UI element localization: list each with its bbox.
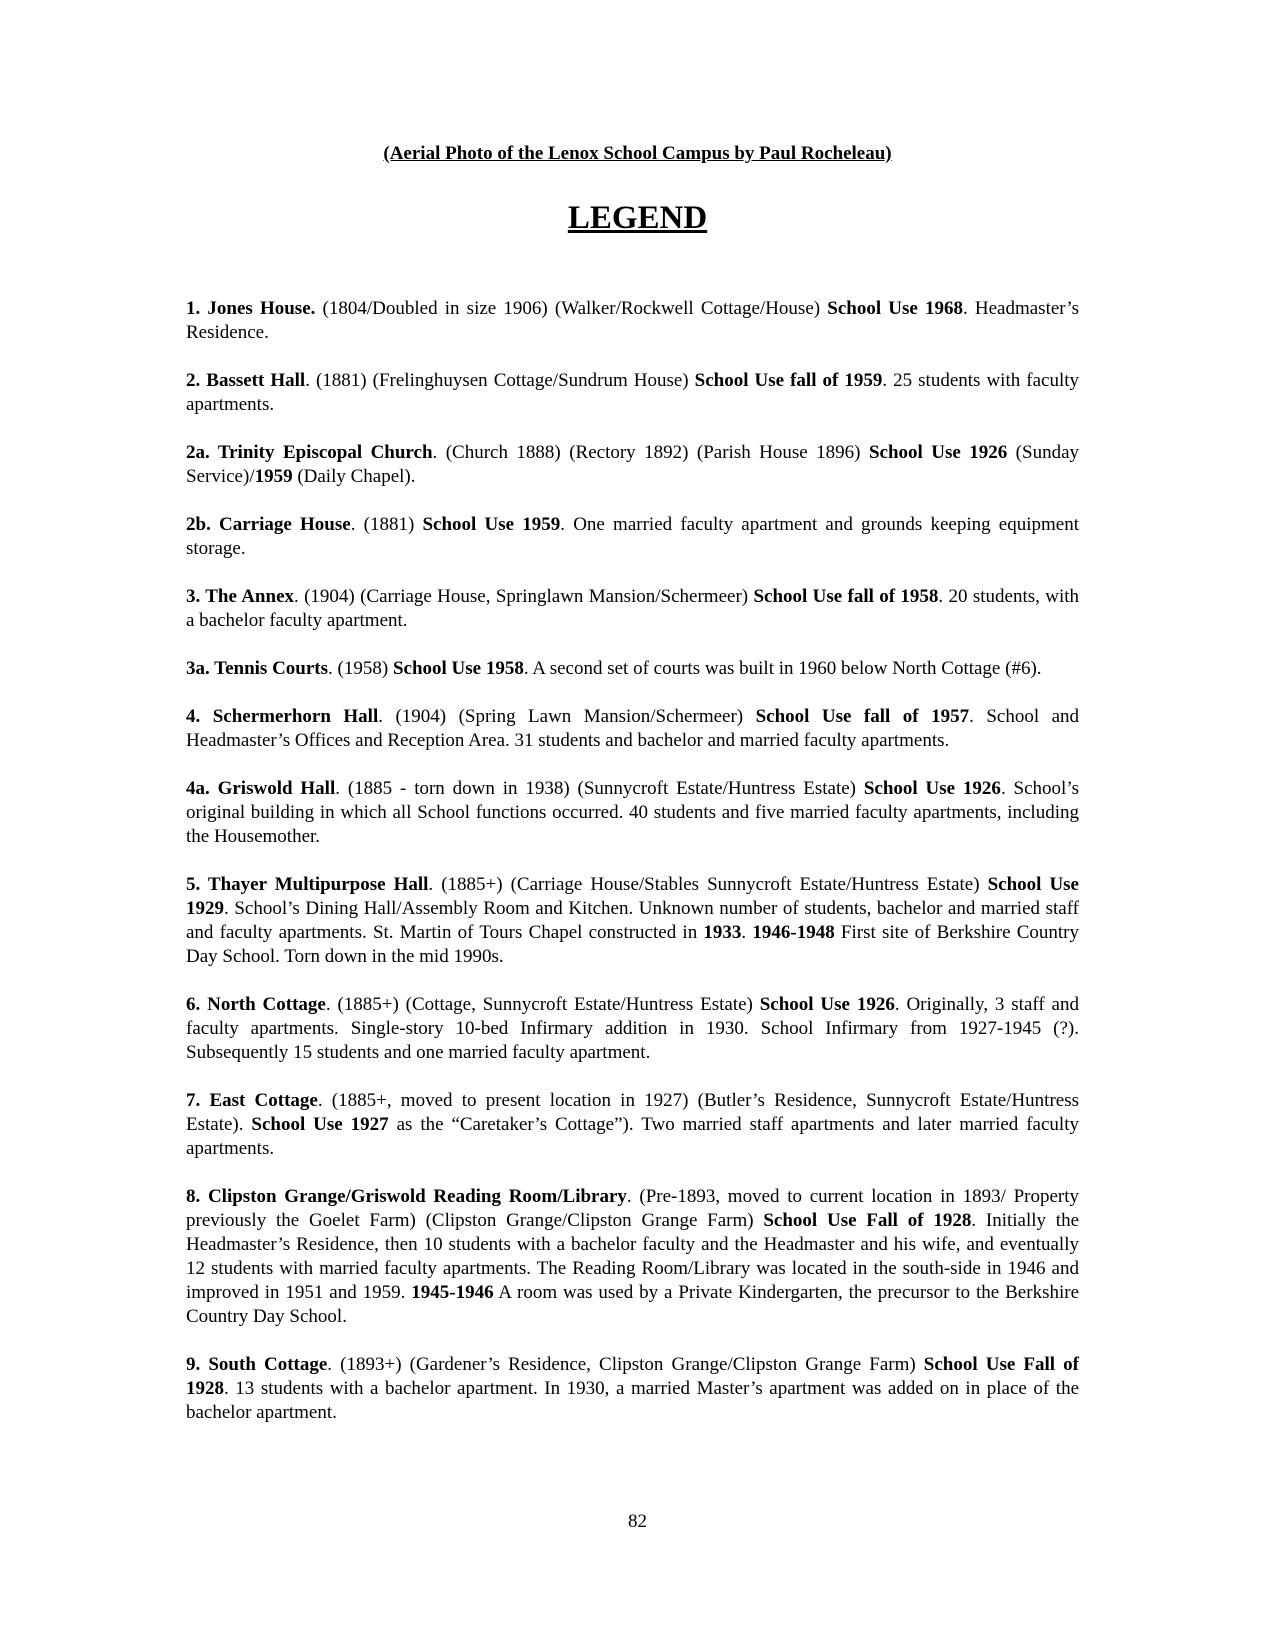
legend-entry <box>186 369 1079 417</box>
legend-entry-bold-text: School Use 1927 <box>251 1114 389 1135</box>
legend-entry <box>186 657 1079 681</box>
legend-entry <box>186 585 1079 633</box>
legend-entry-text: (1804/Doubled in size 1906) (Walker/Rockwell Cottage/House) <box>315 298 828 319</box>
legend-list <box>186 297 1079 1449</box>
legend-entry-text: . (1885+) (Cottage, Sunnycroft Estate/Huntress Estate) <box>325 994 760 1015</box>
legend-entry-text: A room was used by a Private Kindergarten, the precursor to the Berkshire Country Day School. <box>186 1282 1079 1327</box>
legend-entry-bold-text: School Use 1926 <box>868 442 1008 463</box>
legend-entry-text: . (Church 1888) (Rectory 1892) (Parish House 1896) <box>432 442 869 463</box>
legend-entry-text: (Daily Chapel). <box>292 466 416 487</box>
legend-entry-text: . School’s original building in which all School functions occurred. 40 students and five married faculty apartments, including the Housemother. <box>186 778 1079 847</box>
legend-entry <box>186 1185 1079 1329</box>
legend-entry-bold-text: School Use 1959 <box>422 514 561 535</box>
legend-entry-bold-text: 4. Schermerhorn Hall <box>186 706 379 727</box>
legend-entry-bold-text: 2. Bassett Hall <box>186 370 306 391</box>
legend-entry-bold-text: 1. Jones House. <box>186 298 316 319</box>
legend-entry-text: . A second set of courts was built in 1960 below North Cottage (#6). <box>523 658 1042 679</box>
legend-entry <box>186 777 1079 849</box>
legend-entry-text: . (1885 - torn down in 1938) (Sunnycroft Estate/Huntress Estate) <box>335 778 864 799</box>
legend-entry-text: . (1904) (Carriage House, Springlawn Mansion/Schermeer) <box>294 586 754 607</box>
legend-entry-text: . Headmaster’s Residence. <box>186 298 1079 343</box>
legend-entry-text: . 25 students with faculty apartments. <box>186 370 1080 415</box>
legend-entry-bold-text: 6. North Cottage <box>186 994 326 1015</box>
legend-entry-bold-text: 3a. Tennis Courts <box>186 658 329 679</box>
legend-entry-text: . Initially the Headmaster’s Residence, then 10 students with a bachelor faculty and the Headmaster and his wife, and eventually 12 students with married faculty apartments. The Reading Room/Library was located in the south-side in 1946 and improved in 1951 and 1959. <box>186 1210 1080 1303</box>
legend-entry-bold-text: 1933 <box>703 922 742 943</box>
legend-entry-text: First site of Berkshire Country Day School. Torn down in the mid 1990s. <box>186 922 1080 967</box>
legend-entry-bold-text: 5. Thayer Multipurpose Hall <box>186 874 429 895</box>
legend-entry-text: . (1893+) (Gardener’s Residence, Clipston Grange/Clipston Grange Farm) <box>327 1354 924 1375</box>
legend-entry-bold-text: School Use 1926 <box>759 994 895 1015</box>
legend-entry-text: . One married faculty apartment and grounds keeping equipment storage. <box>186 514 1079 559</box>
legend-entry-text: . (1904) (Spring Lawn Mansion/Schermeer) <box>378 706 756 727</box>
legend-entry-bold-text: School Use fall of 1959 <box>694 370 883 391</box>
legend-entry-bold-text: 9. South Cottage <box>186 1354 328 1375</box>
legend-entry-bold-text: School Use Fall of 1928 <box>186 1354 1079 1399</box>
legend-entry-text: (Sunday Service)/ <box>186 442 1080 487</box>
legend-entry-bold-text: 2a. Trinity Episcopal Church <box>186 442 433 463</box>
legend-entry-bold-text: 4a. Griswold Hall <box>186 778 336 799</box>
legend-entry-bold-text: School Use fall of 1957 <box>755 706 970 727</box>
legend-entry-bold-text: 7. East Cottage <box>186 1090 318 1111</box>
legend-entry-bold-text: 2b. Carriage House <box>186 514 351 535</box>
page-number: 82 <box>628 1511 647 1532</box>
legend-entry <box>186 873 1079 969</box>
legend-entry-text: . Originally, 3 staff and faculty apartments. Single-story 10-bed Infirmary addition in 1930. School Infirmary from 1927-1945 (?). Subsequently 15 students and one married faculty apartment. <box>186 994 1079 1063</box>
legend-entry-text: . School’s Dining Hall/Assembly Room and Kitchen. Unknown number of students, bachelor and married staff and faculty apartments. St. Martin of Tours Chapel constructed in <box>186 898 1079 943</box>
legend-entry-text: . (1885+, moved to present location in 1927) (Butler’s Residence, Sunnycroft Estate/Huntress Estate). <box>186 1090 1079 1135</box>
legend-entry-text: . (1885+) (Carriage House/Stables Sunnycroft Estate/Huntress Estate) <box>428 874 988 895</box>
legend-entry-text: . (Pre-1893, moved to current location in 1893/ Property previously the Goelet Farm) (Clipston Grange/Clipston Grange Farm) <box>186 1186 1080 1231</box>
legend-entry <box>186 705 1079 753</box>
legend-entry-bold-text: School Use 1968 <box>827 298 963 319</box>
legend-entry-bold-text: School Use 1926 <box>863 778 1001 799</box>
legend-entry-bold-text: 1945-1946 <box>411 1282 494 1303</box>
legend-entry-bold-text: 8. Clipston Grange/Griswold Reading Room/Library <box>186 1186 627 1207</box>
legend-entry-bold-text: School Use 1929 <box>186 874 1079 919</box>
legend-entry <box>186 993 1079 1065</box>
legend-entry-text: . 20 students, with a bachelor faculty apartment. <box>186 586 1080 631</box>
legend-entry-text: . 13 students with a bachelor apartment. In 1930, a married Master’s apartment was added on in place of the bachelor apartment. <box>186 1378 1079 1423</box>
legend-entry-bold-text: 1946-1948 <box>752 922 835 943</box>
legend-entry-text: . (1881) <box>350 514 423 535</box>
legend-entry <box>186 1089 1079 1161</box>
legend-entry-text: . (1881) (Frelinghuysen Cottage/Sundrum House) <box>305 370 695 391</box>
legend-entry-bold-text: School Use fall of 1958 <box>753 586 939 607</box>
legend-entry-text: . School and Headmaster’s Offices and Reception Area. 31 students and bachelor and married faculty apartments. <box>186 706 1079 751</box>
photo-caption: (Aerial Photo of the Lenox School Campus by Paul Rocheleau) <box>383 143 892 164</box>
legend-entry-text: as the “Caretaker’s Cottage”). Two married staff apartments and later married faculty apartments. <box>186 1114 1079 1159</box>
legend-entry-text: . (1958) <box>328 658 393 679</box>
legend-entry <box>186 297 1079 345</box>
legend-entry-bold-text: School Use 1958 <box>392 658 524 679</box>
legend-entry <box>186 441 1079 489</box>
legend-entry <box>186 1353 1079 1425</box>
legend-entry-bold-text: 3. The Annex <box>186 586 295 607</box>
page-title: LEGEND <box>567 200 708 236</box>
legend-entry-bold-text: School Use Fall of 1928 <box>763 1210 972 1231</box>
legend-entry <box>186 513 1079 561</box>
legend-entry-bold-text: 1959 <box>254 466 293 487</box>
legend-entry-text: . <box>741 922 753 943</box>
